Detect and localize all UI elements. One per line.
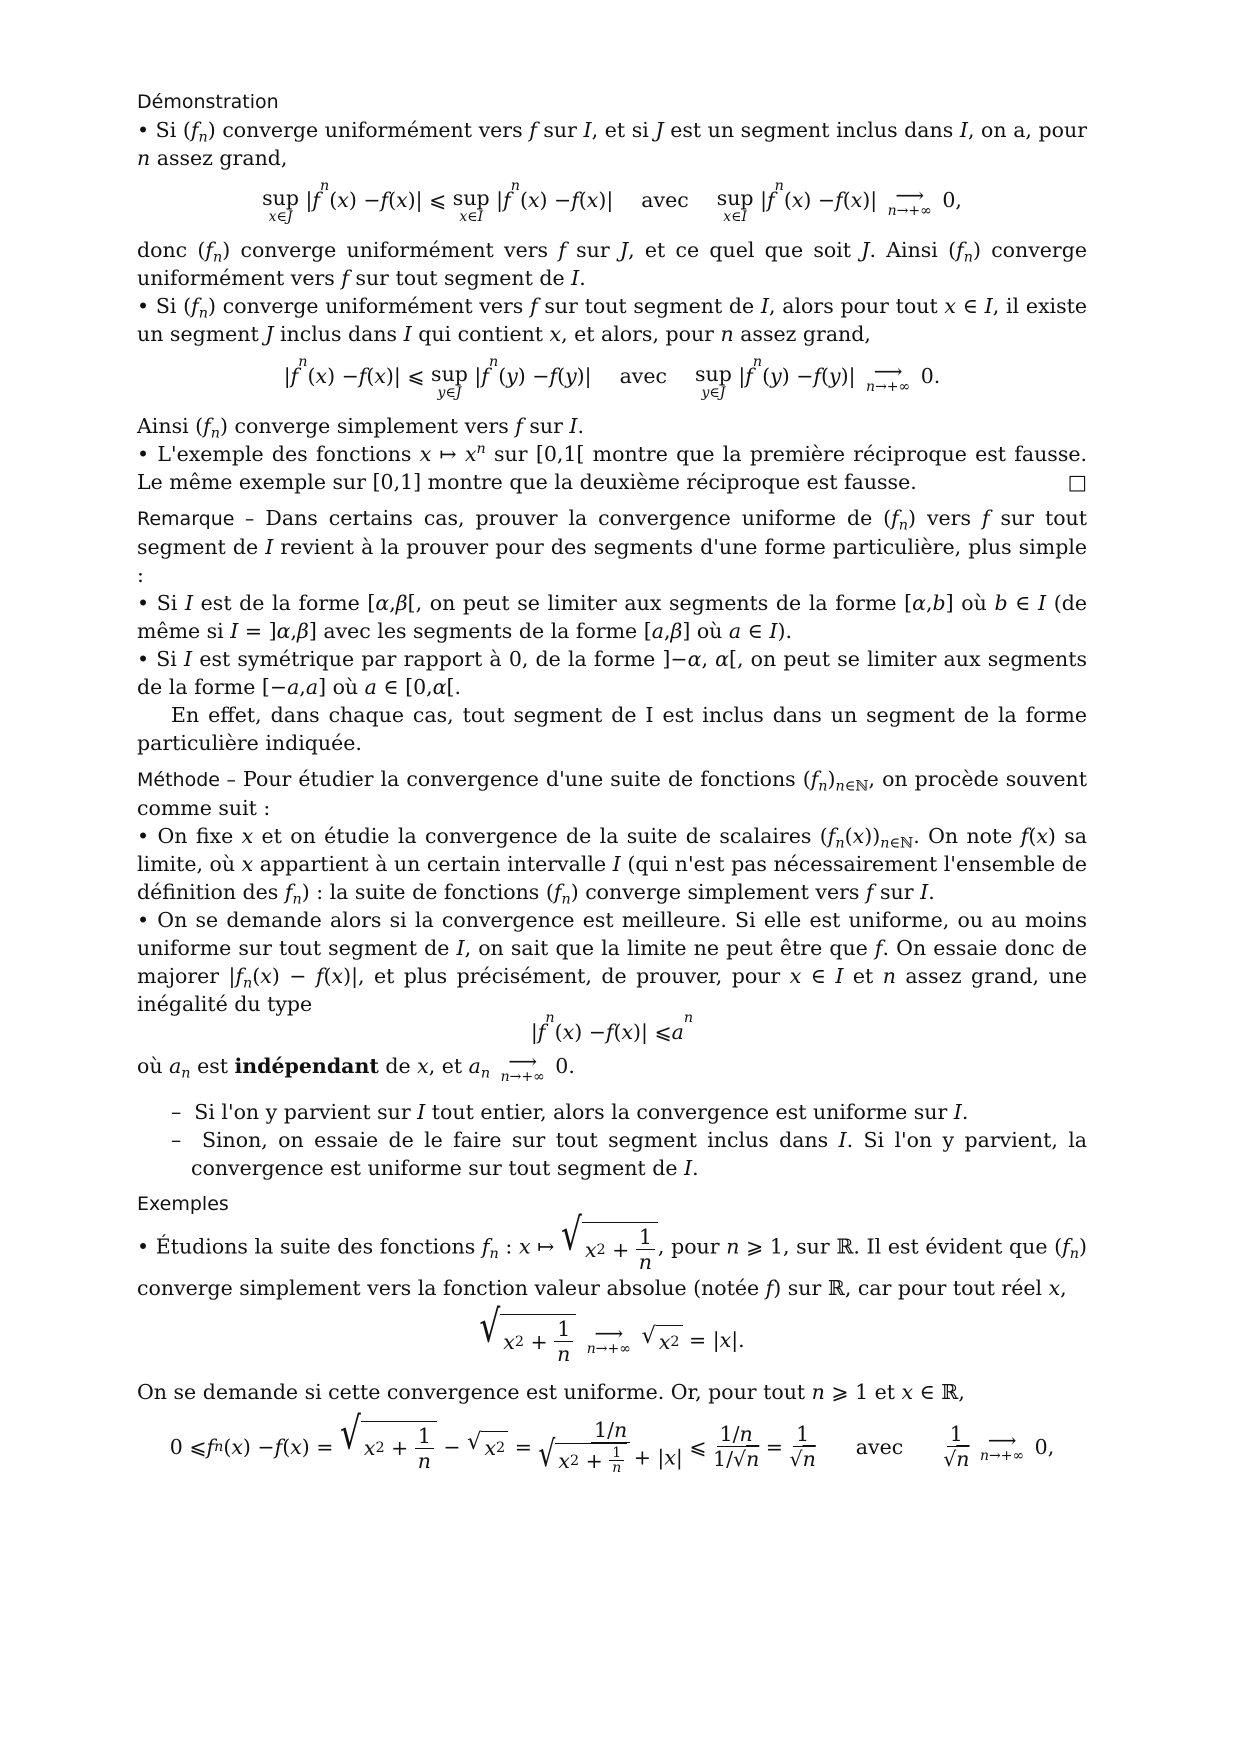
methode-label: Méthode – <box>137 769 236 791</box>
demonstration-equation-1: sup x∈J | f n ( x ) − f ( x )| ⩽ sup x∈I | f n ( x ) − f ( x )| avec sup x∈I | f n ( x ) − f ( x )| ⟶ n→+∞ 0, <box>262 178 962 225</box>
demonstration-bullet-2: • Si $(f_n)$ converge uniformément vers f sur tout segment de I, alors pour tout x ∈ I, il existe un segment J inclus dans I qui contient x, et alors, pour n assez grand, <box>137 294 1087 346</box>
remarque-label: Remarque – <box>137 508 255 530</box>
remarque-closing: En effet, dans chaque cas, tout segment de I est inclus dans un segment de la forme particulière indiquée. <box>137 703 1087 755</box>
exemples-title: Exemples <box>137 1193 229 1215</box>
exemples-paragraph-2: On se demande si cette convergence est uniforme. Or, pour tout n ⩾ 1 et x ∈ ℝ, <box>137 1380 965 1404</box>
methode-after-eq: où $a_n$ est indépendant de x, et $a_n$ ⟶ n→+∞ 0. <box>137 1049 575 1085</box>
demonstration-equation-2: | f n ( x ) − f ( x )| ⩽ sup y∈J | f n ( y ) − f ( y )| avec sup y∈J | f n ( y ) − f ( y )| ⟶ n→+∞ 0. <box>283 354 941 401</box>
demonstration-bullet-3: • L'exemple des fonctions x ↦ $x^n$ sur [0,1[ montre que la première réciproque est fausse. Le même exemple sur [0,1] montre que la deuxième réciproque est fausse. □ <box>137 441 1087 494</box>
bold-independant: indépendant <box>234 1054 379 1078</box>
demonstration-bullet-1: • Si $(f_n)$ converge uniformément vers f sur I, et si J est un segment inclus dans I, on a, pour n assez grand, <box>137 118 1087 170</box>
exemples-equation-1: √ x 2 + $\frac{1}{n}$ ⟶ n→+∞ √ x 2 = | x |. <box>479 1300 745 1366</box>
remarque-bullet-2: • Si I est symétrique par rapport à 0, de la forme ]−α, α[, on peut se limiter aux segments de la forme [−a,a] où a ∈ [0,α[. <box>137 647 1088 699</box>
remarque-intro: Remarque – Dans certains cas, prouver la convergence uniforme de $(f_n)$ vers f sur tout segment de I revient à la prouver pour des segments d'une forme particulière, plus simple : <box>137 506 1088 587</box>
exemples-bullet-1: • Étudions la suite des fonctions $f_n$ : x ↦ √ x 2 + $\frac{1}{n}$ , pour n ⩾ 1, sur ℝ. Il est évident que $(f_n)$ converge simplement vers la fonction valeur absolue (notée f) sur ℝ, car pour tout réel x, <box>137 1208 1087 1300</box>
exemples-equation-2: 0 ⩽ f n ( x ) − f ( x ) = √ x 2 + $\frac{1}{n}$ − √ x 2 = 1/n √ x 2 + $\frac{1}{n}$ + |x| ⩽ $\frac{1/n}{1/√n}$ = $\frac{1}{√n}$ avec $\frac{1}{√n}$ ⟶ n→+∞ 0, <box>169 1407 1055 1476</box>
demonstration-title: Démonstration <box>137 91 279 113</box>
page-content <box>137 88 1087 1487</box>
qed-symbol: □ <box>1067 470 1087 494</box>
methode-intro: Méthode – Pour étudier la convergence d'une suite de fonctions $(f_n)_{n\in ℕ}$, on procède souvent comme suit : <box>137 767 1087 820</box>
demonstration-after-eq1: donc $(f_n)$ converge uniformément vers f sur J, et ce quel que soit J. Ainsi $(f_n)$ converge uniformément vers f sur tout segment de I. <box>137 238 1087 290</box>
demonstration-after-eq2: Ainsi $(f_n)$ converge simplement vers f sur I. <box>137 414 585 442</box>
methode-equation: | f n ( x ) − f ( x )| ⩽ a n <box>530 1010 694 1044</box>
methode-dash-1: – Si l'on y parvient sur I tout entier, alors la convergence est uniforme sur I. <box>171 1100 969 1124</box>
methode-dash-2: – Sinon, on essaie de le faire sur tout segment inclus dans I. Si l'on y parvient, la convergence est uniforme sur tout segment de I. <box>171 1128 1087 1180</box>
remarque-bullet-1: • Si I est de la forme [α,β[, on peut se limiter aux segments de la forme [α,b] où b ∈ I (de même si I = ]α,β] avec les segments de la forme [a,β] où a ∈ I). <box>137 591 1087 643</box>
methode-bullet-2: • On se demande alors si la convergence est meilleure. Si elle est uniforme, ou au moins uniforme sur tout segment de I, on sait que la limite ne peut être que f. On essaie donc de majorer $|f_n(x) - f(x)|$, et plus précisément, de prouver, pour x ∈ I et n assez grand, une inégalité du type <box>137 908 1088 1016</box>
methode-bullet-1: • On fixe x et on étudie la convergence de la suite de scalaires $(f_n(x))_{n\in ℕ}$. On note f(x) sa limite, où x appartient à un certain intervalle I (qui n'est pas nécessairement l'ensemble de définition des $f_n$) : la suite de fonctions $(f_n)$ converge simplement vers f sur I. <box>137 824 1087 908</box>
